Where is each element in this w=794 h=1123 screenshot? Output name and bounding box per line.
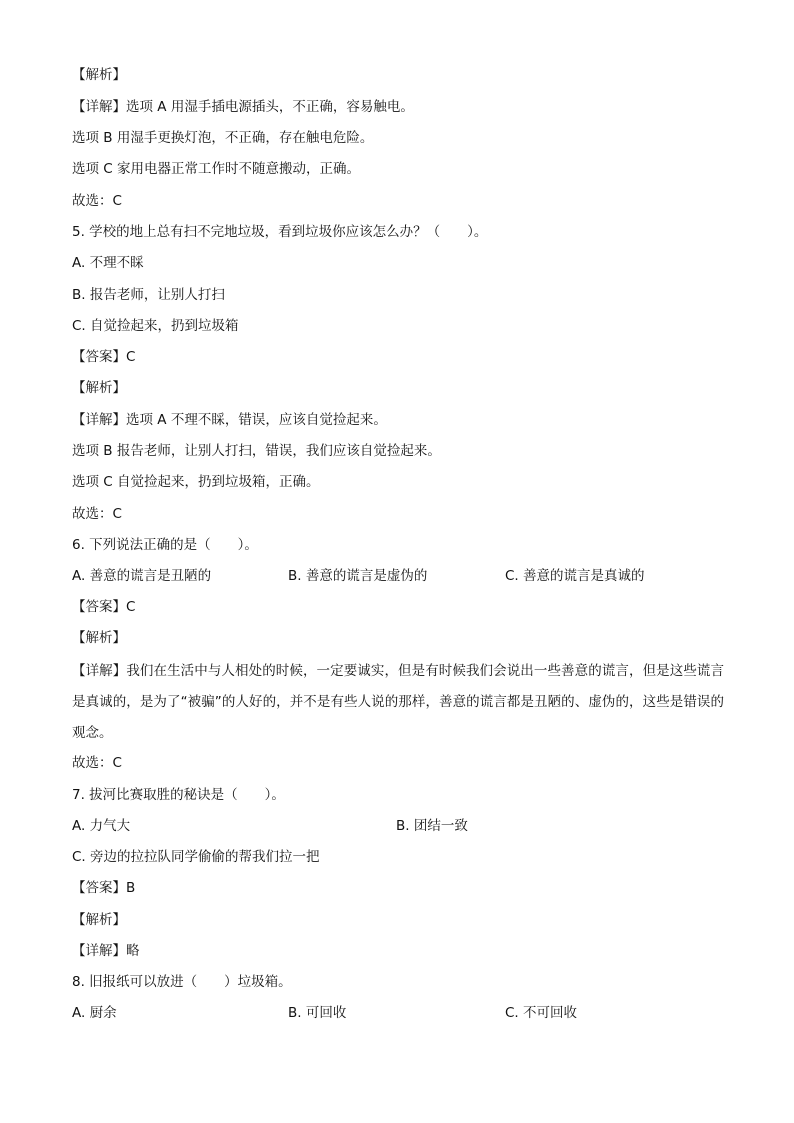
answer-label: 【答案】B [72, 880, 136, 896]
option-b: B. 可回收 [288, 1005, 347, 1021]
detail-paragraph: 【详解】我们在生活中与人相处的时候，一定要诚实，但是有时候我们会说出一些善意的谎言，但是这些谎言是真诚的，是为了“被骗”的人好的，并不是有些人说的那样，善意的谎言都是丑陋的、虚伪的，这些是错误的观念。 [72, 663, 724, 741]
option-a: A. 善意的谎言是丑陋的 [72, 568, 212, 584]
detail-text: 选项 C 家用电器正常工作时不随意搬动，正确。 [72, 161, 361, 177]
analysis-heading: 【解析】 [72, 912, 126, 928]
option-a: A. 厨余 [72, 1005, 117, 1021]
answer-label: 【答案】C [72, 599, 136, 615]
option-c: C. 自觉捡起来，扔到垃圾箱 [72, 318, 239, 334]
option-b: B. 报告老师，让别人打扫 [72, 287, 225, 303]
option-b: B. 团结一致 [396, 818, 468, 834]
analysis-heading: 【解析】 [72, 380, 126, 396]
detail-text: 【详解】选项 A 不理不睬，错误，应该自觉捡起来。 [72, 412, 387, 428]
option-c: C. 不可回收 [505, 1005, 578, 1021]
detail-text: 【详解】选项 A 用湿手插电源插头，不正确，容易触电。 [72, 99, 414, 115]
answer-label: 【答案】C [72, 349, 136, 365]
question-7: 7. 拔河比赛取胜的秘诀是（ ）。 [72, 787, 285, 803]
option-b: B. 善意的谎言是虚伪的 [288, 568, 428, 584]
final-choice: 故选：C [72, 193, 122, 209]
detail-text: 选项 B 报告老师，让别人打扫，错误，我们应该自觉捡起来。 [72, 443, 441, 459]
question-6: 6. 下列说法正确的是（ ）。 [72, 537, 258, 553]
option-c: C. 善意的谎言是真诚的 [505, 568, 645, 584]
final-choice: 故选：C [72, 755, 122, 771]
option-a: A. 力气大 [72, 818, 131, 834]
analysis-heading: 【解析】 [72, 630, 126, 646]
option-a: A. 不理不睬 [72, 255, 144, 271]
analysis-heading: 【解析】 [72, 67, 126, 83]
question-5: 5. 学校的地上总有扫不完地垃圾，看到垃圾你应该怎么办？（ ）。 [72, 224, 488, 240]
final-choice: 故选：C [72, 506, 122, 522]
option-c: C. 旁边的拉拉队同学偷偷的帮我们拉一把 [72, 849, 320, 865]
question-8: 8. 旧报纸可以放进（ ）垃圾箱。 [72, 974, 292, 990]
detail-text: 选项 C 自觉捡起来，扔到垃圾箱，正确。 [72, 474, 320, 490]
detail-text: 选项 B 用湿手更换灯泡，不正确，存在触电危险。 [72, 130, 374, 146]
detail-text: 【详解】略 [72, 943, 140, 959]
